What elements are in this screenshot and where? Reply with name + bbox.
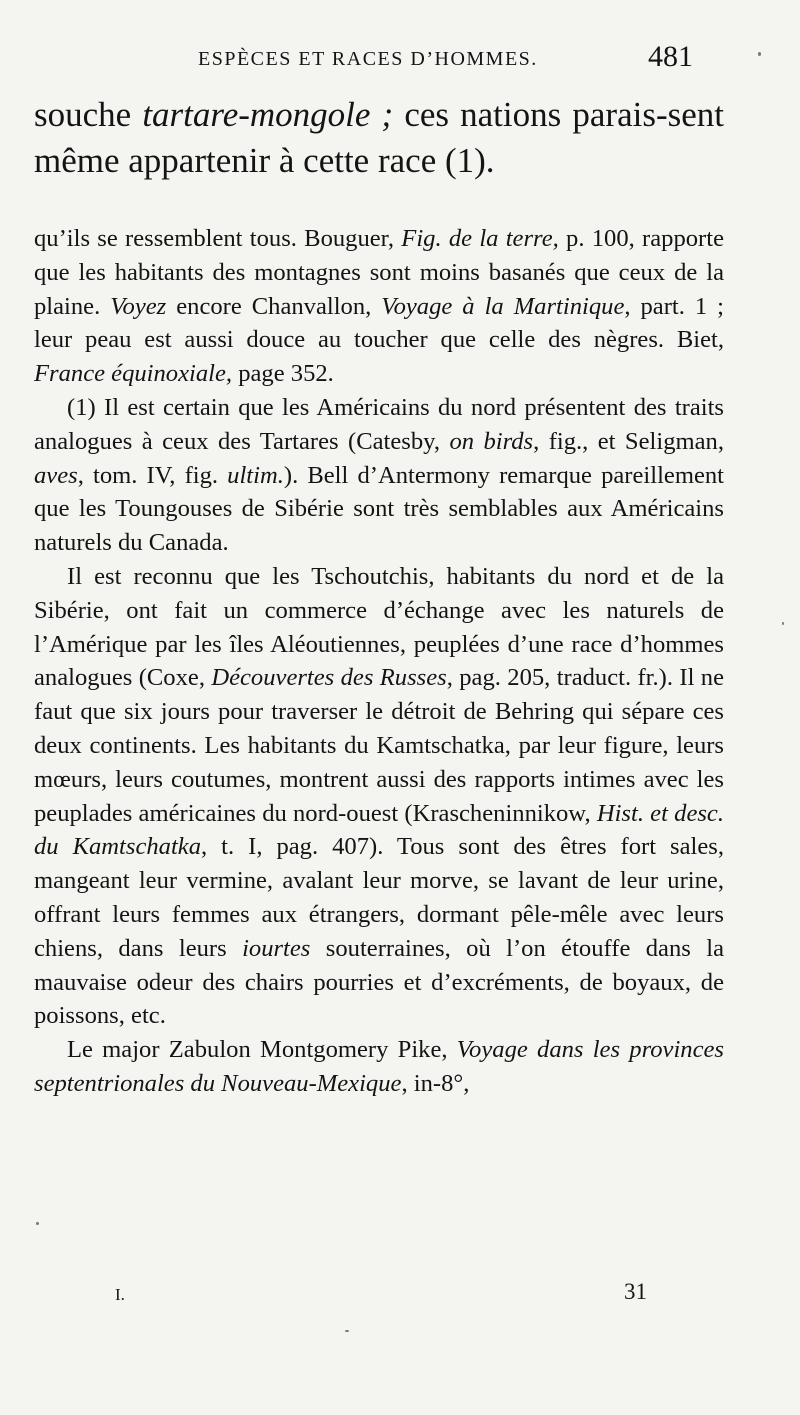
text-run: , fig., et Seligman, (533, 427, 724, 455)
main-text-italic: tartare-mongole ; (142, 95, 394, 134)
text-run: Le major Zabulon Montgomery Pike, (67, 1036, 457, 1064)
text-run: souterraines, où l’on étouffe dans la mauvaise odeur des chairs pourries et d’excréments, de boyaux, de poissons, etc. (34, 934, 724, 1030)
italic-run: Voyage à la Martinique (381, 292, 625, 320)
paper-speck (758, 52, 761, 56)
footnotes (34, 222, 724, 1101)
text-run: ). Bell d’Antermony remarque pareillement que les Toungouses de Sibérie sont très semblables aux Américains naturels du Canada. (34, 461, 724, 557)
main-text-start: souche (34, 95, 143, 134)
signature-mark-right: 31 (624, 1279, 647, 1304)
text-run: , part. 1 ; leur peau est aussi douce au toucher que celle des nègres. Biet, (34, 292, 724, 354)
main-text-end: ces nations parais-sent même appartenir à cette race (1). (34, 95, 724, 180)
italic-run: Voyez (110, 292, 167, 320)
footnote-paragraph-pike (34, 1033, 724, 1101)
text-run: Il est reconnu que les Tschoutchis, habitants du nord et de la Sibérie, ont fait un commerce d’échange avec les naturels de l’Amérique par les îles Aléoutiennes, peuplées d’une race d’hommes analogues (Coxe, (34, 562, 724, 692)
text-run: , in-8°, (401, 1069, 470, 1097)
text-run: qu’ils se ressemblent tous. Bouguer, (34, 225, 402, 252)
page-footer (0, 1279, 800, 1325)
footnote-continuation (34, 222, 724, 391)
text-run: , t. I, pag. 407). Tous sont des êtres fort sales, mangeant leur vermine, avalant leur morve, se lavant de leur urine, offrant leurs femmes aux étrangers, dormant pêle-mêle avec leurs chiens, dans leurs (34, 833, 724, 962)
italic-run: on birds (449, 427, 534, 455)
italic-run: France équinoxiale, (34, 360, 233, 388)
italic-run: Découvertes des Russes (211, 664, 447, 692)
italic-run: ultim. (227, 461, 284, 489)
italic-run: aves (34, 461, 78, 489)
italic-run: iourtes (242, 934, 311, 962)
footnote-1 (34, 391, 724, 560)
text-run: encore Chanvallon, (166, 292, 382, 320)
paper-speck (782, 622, 784, 625)
footnote-paragraph-tschoutchis (34, 560, 724, 1033)
main-text (34, 92, 724, 184)
text-run: p. 100, rapporte que les habitants des montagnes sont moins basanés que ceux de la plaine. (34, 225, 724, 320)
italic-run: Hist. et desc. du Kamtschatka (34, 799, 724, 861)
signature-mark-left: I. (115, 1285, 125, 1304)
running-head (30, 40, 740, 84)
paper-speck (36, 1222, 39, 1225)
text-run: (1) Il est certain que les Américains du nord présentent des traits analogues à ceux des Tartares (Catesby, (34, 393, 724, 455)
italic-run: Voyage dans les provinces septentrionales du Nouveau-Mexique (34, 1036, 724, 1097)
text-run: , tom. IV, fig. (77, 461, 228, 489)
text-run: , pag. 205, traduct. fr.). Il ne faut que six jours pour traverser le détroit de Behring qui sépare ces deux continents. Les habitants du Kamtschatka, par leur figure, leurs mœurs, leurs coutumes, montrent aussi des rapports intimes avec les peuplades américaines du nord-ouest (Krascheninnikow, (34, 664, 724, 827)
paper-speck (345, 1330, 349, 1332)
italic-run: Fig. de la terre, (401, 225, 559, 252)
text-run: page 352. (232, 360, 334, 388)
page-number: 481 (648, 40, 693, 73)
running-title: ESPÈCES ET RACES D’HOMMES. (198, 48, 538, 70)
main-paragraph (34, 92, 724, 184)
